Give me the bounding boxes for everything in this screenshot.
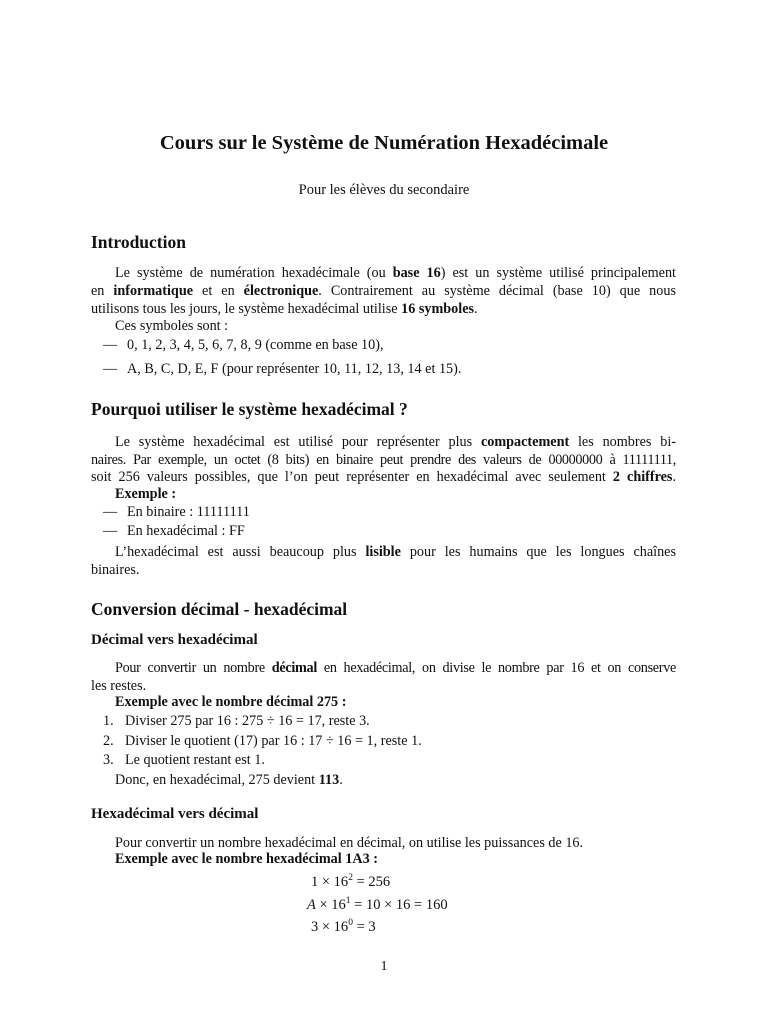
document-title: Cours sur le Système de Numération Hexadécimale	[159, 132, 609, 154]
subsection-heading-dec-to-hex: Décimal vers hexadécimal	[91, 632, 258, 648]
list-item-text: A, B, C, D, E, F (pour représenter 10, 11, 12, 13, 14 et 15).	[127, 361, 462, 377]
dash-bullet: —	[103, 523, 118, 539]
bold-text: 16 symboles	[401, 301, 475, 317]
eq-base: × 16	[318, 873, 349, 890]
eq-digit: 1	[311, 873, 319, 890]
text: pour les humains que les longues chaînes	[400, 544, 677, 560]
eq-result: = 3	[352, 918, 376, 935]
text: soit 256 valeurs possibles, que l’on peut représenter en hexadécimal avec seulement	[91, 469, 613, 485]
paragraph-line	[91, 433, 676, 451]
section-heading-conversion: Conversion décimal - hexadécimal	[91, 599, 348, 619]
section-heading-why: Pourquoi utiliser le système hexadécimal ?	[91, 399, 408, 419]
list-item	[103, 751, 265, 769]
equation	[307, 896, 448, 914]
paragraph-line: naires. Par exemple, un octet (8 bits) en binaire peut prendre des valeurs de 00000000 à 11111111,	[91, 452, 676, 468]
bold-text: électronique	[243, 283, 319, 299]
list-item-text: 0, 1, 2, 3, 4, 5, 6, 7, 8, 9 (comme en base 10),	[127, 337, 384, 353]
paragraph-line	[91, 543, 676, 561]
bold-text: lisible	[365, 544, 401, 560]
page-number: 1	[380, 959, 388, 974]
paragraph-line	[91, 264, 676, 282]
document-subtitle: Pour les élèves du secondaire	[298, 182, 470, 198]
text: Le système de numération hexadécimale (ou	[115, 265, 393, 281]
dash-bullet: —	[103, 361, 118, 377]
bold-text: décimal	[271, 660, 317, 676]
bold-text: informatique	[113, 283, 194, 299]
eq-digit: A	[307, 896, 316, 913]
text: et en	[193, 283, 244, 299]
bold-text: 2 chiffres	[612, 469, 673, 485]
text: ) est un système utilisé principalement	[440, 265, 676, 281]
list-item-text: En hexadécimal : FF	[127, 523, 245, 539]
paragraph-line	[91, 300, 676, 318]
text: Pour convertir un nombre	[115, 660, 272, 676]
text: Donc, en hexadécimal, 275 devient	[115, 772, 319, 788]
dash-bullet: —	[103, 504, 118, 520]
eq-base: × 16	[315, 896, 346, 913]
list-item	[103, 732, 422, 750]
equation	[311, 918, 376, 936]
list-item-text: Le quotient restant est 1.	[125, 752, 265, 768]
bold-text: base 16	[392, 265, 441, 281]
paragraph-line: binaires.	[91, 562, 140, 578]
text: L’hexadécimal est aussi beaucoup plus	[115, 544, 366, 560]
paragraph-line	[91, 659, 676, 677]
text: en	[91, 283, 114, 299]
paragraph-line	[91, 468, 676, 486]
eq-power: 1	[345, 896, 351, 906]
equation	[311, 873, 390, 891]
text: Le système hexadécimal est utilisé pour représenter plus	[115, 434, 481, 450]
list-item	[103, 336, 384, 354]
text: .	[474, 301, 478, 317]
text: les nombres bi-	[569, 434, 676, 450]
eq-result: = 10 × 16 = 160	[350, 896, 448, 913]
eq-base: × 16	[318, 918, 349, 935]
list-number: 3.	[103, 752, 114, 768]
example-label: Exemple :	[115, 486, 177, 502]
list-item	[103, 360, 461, 378]
text: utilisons tous les jours, le système hexadécimal utilise	[91, 301, 402, 317]
example-label: Exemple avec le nombre décimal 275 :	[115, 694, 347, 710]
text: .	[339, 772, 343, 788]
list-item	[103, 522, 245, 540]
eq-digit: 3	[311, 918, 319, 935]
dash-bullet: —	[103, 337, 118, 353]
list-number: 2.	[103, 733, 114, 749]
paragraph-line: Ces symboles sont :	[115, 318, 229, 334]
list-item-text: Diviser 275 par 16 : 275 ÷ 16 = 17, reste 3.	[125, 713, 370, 729]
paragraph-line	[91, 282, 676, 300]
eq-power: 2	[348, 873, 353, 883]
text: . Contrairement au système décimal (base 10) que nous	[318, 283, 676, 299]
text: .	[672, 469, 677, 485]
list-item	[103, 503, 250, 521]
eq-power: 0	[348, 918, 353, 928]
list-item-text: Diviser le quotient (17) par 16 : 17 ÷ 16 = 1, reste 1.	[125, 733, 422, 749]
bold-text: 113	[318, 772, 340, 788]
subsection-heading-hex-to-dec: Hexadécimal vers décimal	[91, 806, 259, 822]
bold-text: compactement	[480, 434, 570, 450]
text: en hexadécimal, on divise le nombre par 16 et on conserve	[316, 660, 676, 676]
example-label: Exemple avec le nombre hexadécimal 1A3 :	[115, 851, 378, 867]
list-item	[103, 712, 370, 730]
paragraph-line	[91, 771, 676, 789]
list-item-text: En binaire : 11111111	[127, 504, 250, 520]
paragraph-line: les restes.	[91, 678, 147, 694]
list-number: 1.	[103, 713, 114, 729]
paragraph-line: Pour convertir un nombre hexadécimal en décimal, on utilise les puissances de 16.	[115, 835, 584, 851]
section-heading-introduction: Introduction	[91, 232, 186, 252]
eq-result: = 256	[352, 873, 391, 890]
